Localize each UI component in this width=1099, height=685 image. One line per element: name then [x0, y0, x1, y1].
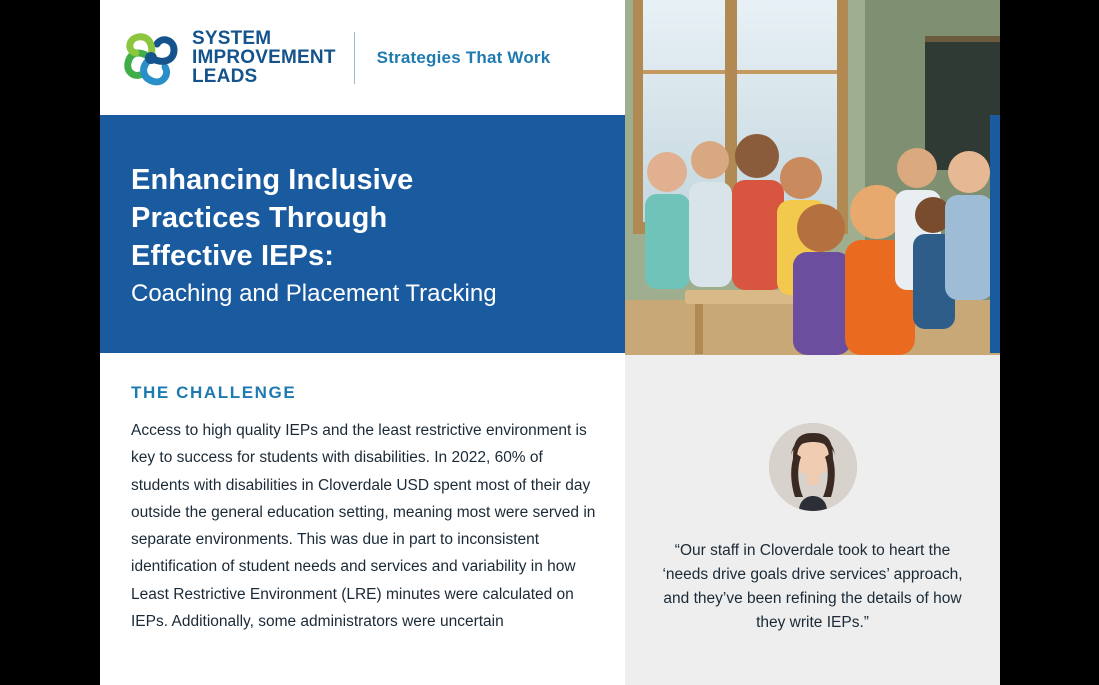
- challenge-section: [100, 353, 625, 685]
- page-title-line-1: Enhancing Inclusive: [131, 164, 414, 196]
- brand-tagline: Strategies That Work: [376, 47, 551, 67]
- pull-quote: “Our staff in Cloverdale took to heart the ‘needs drive goals drive services’ approach, and they’ve been refining the details of how they write IEPs.”: [662, 542, 963, 631]
- page-header: [100, 0, 625, 115]
- page-title-line-3: Effective IEPs:: [131, 240, 334, 272]
- brand-line-3: LEADS: [192, 66, 258, 87]
- avatar: [769, 423, 857, 511]
- brand-wordmark: [192, 29, 336, 86]
- document-page: [100, 0, 1000, 685]
- right-margin-bar: [1000, 0, 1099, 685]
- page-title: [131, 161, 591, 275]
- page-title-line-2: Practices Through: [131, 202, 388, 234]
- section-heading: THE CHALLENGE: [131, 383, 297, 402]
- left-margin-bar: [0, 0, 100, 685]
- header-divider: [354, 32, 355, 84]
- brand-line-1: SYSTEM: [192, 28, 272, 49]
- brand-line-2: IMPROVEMENT: [192, 47, 336, 68]
- challenge-paragraph: Access to high quality IEPs and the least restrictive environment is key to success for students with disabilities. In 2022, 60% of students with disabilities in Cloverdale USD spent most of their day outside the general education setting, meaning most were served in separate environments. This was due in part to inconsistent identification of student needs and services and variability in how Least Restrictive Environment (LRE) minutes were calculated on IEPs. Additionally, some administrators were uncertain: [131, 422, 596, 631]
- quote-section: [625, 355, 1000, 685]
- photo-right-accent-strip: [990, 115, 1000, 353]
- page-subtitle: Coaching and Placement Tracking: [131, 280, 497, 307]
- swirl-pinwheel-logo-icon: [120, 27, 182, 89]
- hero-title-block: [100, 115, 625, 353]
- classroom-students-photo: [625, 0, 1000, 355]
